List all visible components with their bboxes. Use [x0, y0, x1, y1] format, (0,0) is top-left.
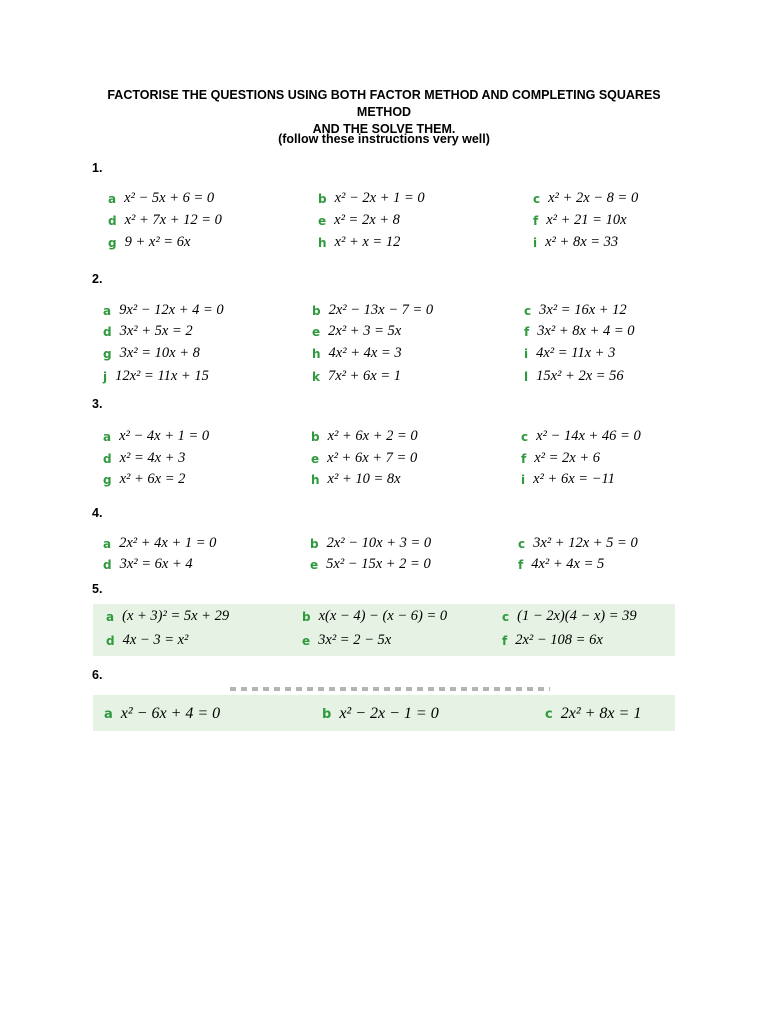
question-4b: b 2x² − 10x + 3 = 0	[310, 535, 432, 552]
section-number-4: 4.	[92, 506, 103, 520]
question-1i: i x² + 8x = 33	[533, 234, 619, 251]
question-5b: b x(x − 4) − (x − 6) = 0	[302, 608, 448, 625]
question-6c: c 2x² + 8x = 1	[545, 705, 642, 722]
page-title	[84, 87, 684, 138]
question-2c: c 3x² = 16x + 12	[524, 302, 627, 319]
question-2d: d 3x² + 5x = 2	[103, 323, 193, 340]
question-5f: f 2x² − 108 = 6x	[502, 632, 603, 649]
question-2b: b 2x² − 13x − 7 = 0	[312, 302, 434, 319]
section-number-5: 5.	[92, 582, 103, 596]
cropped-text-fragment	[230, 686, 550, 692]
question-1c: c x² + 2x − 8 = 0	[533, 190, 639, 207]
question-3g: g x² + 6x = 2	[103, 471, 186, 488]
question-2j: j 12x² = 11x + 15	[103, 368, 209, 385]
question-1g: g 9 + x² = 6x	[108, 234, 191, 251]
question-2i: i 4x² = 11x + 3	[524, 345, 616, 362]
question-4f: f 4x² + 4x = 5	[518, 556, 605, 573]
question-4a: a 2x² + 4x + 1 = 0	[103, 535, 217, 552]
section-number-1: 1.	[92, 161, 103, 175]
question-3a: a x² − 4x + 1 = 0	[103, 428, 210, 445]
title-line-2: AND THE SOLVE THEM.	[312, 122, 456, 136]
question-1h: h x² + x = 12	[318, 234, 401, 251]
question-4d: d 3x² = 6x + 4	[103, 556, 193, 573]
question-3e: e x² + 6x + 7 = 0	[311, 450, 418, 467]
instructions-note: (follow these instructions very well)	[278, 132, 490, 146]
question-2e: e 2x² + 3 = 5x	[312, 323, 402, 340]
question-2h: h 4x² + 4x = 3	[312, 345, 402, 362]
question-3i: i x² + 6x = −11	[521, 471, 615, 488]
title-line-1: FACTORISE THE QUESTIONS USING BOTH FACTOR METHOD AND COMPLETING SQUARES METHOD	[107, 88, 661, 119]
question-1b: b x² − 2x + 1 = 0	[318, 190, 425, 207]
section-number-3: 3.	[92, 397, 103, 411]
question-2a: a 9x² − 12x + 4 = 0	[103, 302, 224, 319]
question-3b: b x² + 6x + 2 = 0	[311, 428, 418, 445]
question-5d: d 4x − 3 = x²	[106, 632, 189, 649]
question-1e: e x² = 2x + 8	[318, 212, 400, 229]
question-6a: a x² − 6x + 4 = 0	[104, 705, 221, 722]
question-3d: d x² = 4x + 3	[103, 450, 186, 467]
question-5e: e 3x² = 2 − 5x	[302, 632, 392, 649]
question-2g: g 3x² = 10x + 8	[103, 345, 200, 362]
question-3f: f x² = 2x + 6	[521, 450, 601, 467]
question-1f: f x² + 21 = 10x	[533, 212, 627, 229]
question-1d: d x² + 7x + 12 = 0	[108, 212, 222, 229]
question-4c: c 3x² + 12x + 5 = 0	[518, 535, 638, 552]
question-2f: f 3x² + 8x + 4 = 0	[524, 323, 635, 340]
question-2k: k 7x² + 6x = 1	[312, 368, 402, 385]
question-2l: l 15x² + 2x = 56	[524, 368, 624, 385]
question-1a: a x² − 5x + 6 = 0	[108, 190, 215, 207]
question-4e: e 5x² − 15x + 2 = 0	[310, 556, 431, 573]
section-number-2: 2.	[92, 272, 103, 286]
section-number-6: 6.	[92, 668, 103, 682]
question-3c: c x² − 14x + 46 = 0	[521, 428, 641, 445]
question-5a: a (x + 3)² = 5x + 29	[106, 608, 230, 625]
question-6b: b x² − 2x − 1 = 0	[322, 705, 439, 722]
question-3h: h x² + 10 = 8x	[311, 471, 401, 488]
question-5c: c (1 − 2x)(4 − x) = 39	[502, 608, 637, 625]
